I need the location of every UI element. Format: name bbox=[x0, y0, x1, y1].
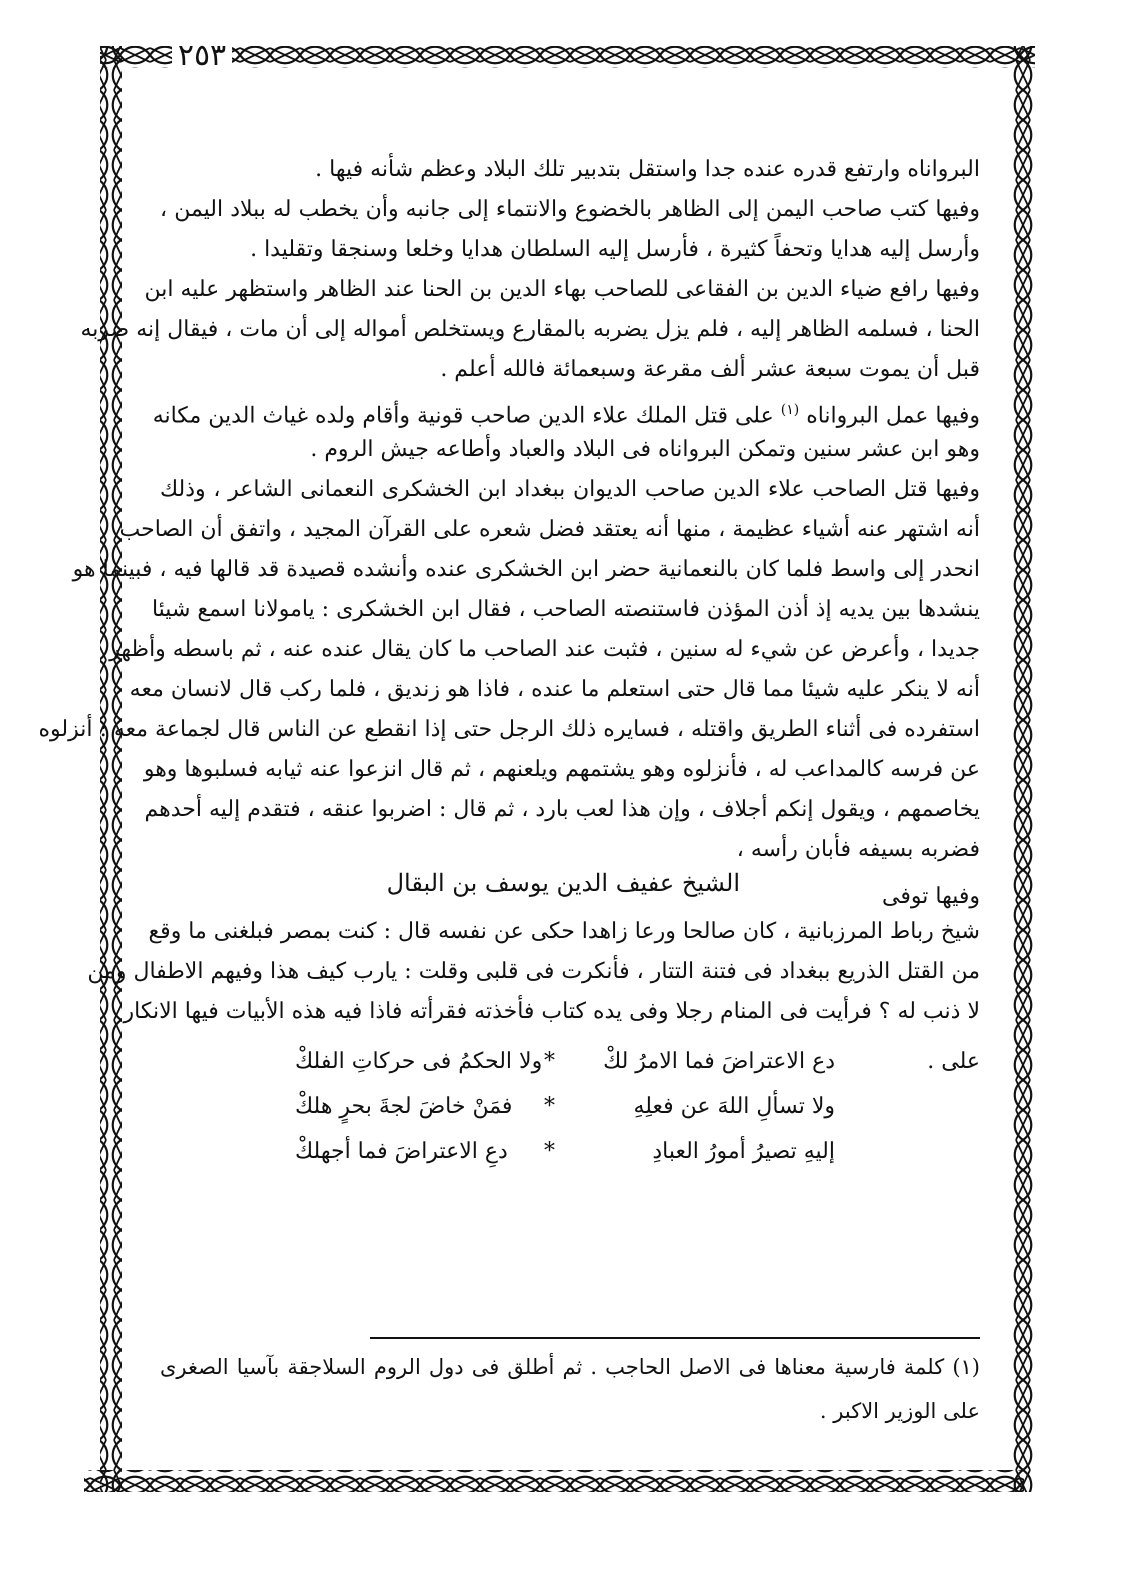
body-line: شيخ رباط المرزبانية ، كان صالحا ورعا زاهدا حكى عن نفسه قال : كنت بمصر فبلغنى ما وقع bbox=[148, 919, 980, 944]
body-line: وأرسل إليه هدايا وتحفاً كثيرة ، فأرسل إليه السلطان هدايا وخلعا وسنجقا وتقليدا . bbox=[250, 237, 980, 262]
verse-line bbox=[295, 1087, 835, 1127]
body-line: عن فرسه كالمداعب له ، فأنزلوه وهو يشتمهم ويلعنهم ، ثم قال انزعوا عنه ثيابه فسلبوها وهو bbox=[143, 757, 980, 782]
body-line: انحدر إلى واسط فلما كان بالنعمانية حضر ابن الخشكرى عنده وأنشده قصيدة قد قالها فيه ، فبينما هو bbox=[72, 557, 980, 582]
footnote-line bbox=[160, 1345, 980, 1389]
body-line: وهو ابن عشر سنين وتمكن البرواناه فى البلاد والعباد وأطاعه جيش الروم . bbox=[310, 437, 980, 462]
border-bottom bbox=[84, 1470, 1024, 1492]
verse-line bbox=[295, 1132, 835, 1172]
border-left bbox=[100, 46, 122, 1492]
body-line: الحنا ، فسلمه الظاهر إليه ، فلم يزل يضربه بالمقارع ويستخلص أمواله إلى أن مات ، فيقال إنه ضربه bbox=[80, 317, 980, 342]
footnote-text: كلمة فارسية معناها فى الاصل الحاجب . ثم أطلق فى دول الروم السلاجقة بآسيا الصغرى bbox=[160, 1355, 945, 1379]
verse-hemistich: ولا تسألِ اللهَ عن فعلِهِ bbox=[633, 1094, 835, 1119]
verse-hemistich: ولا الحكمُ فى حركاتِ الفلكْ bbox=[295, 1049, 543, 1074]
footnote-line: على الوزير الاكبر . bbox=[819, 1399, 980, 1423]
body-line: لا ذنب له ؟ فرأيت فى المنام رجلا وفى يده كتاب فأخذته فقرأته فاذا فيه هذه الأبيات فيها الانكار bbox=[123, 999, 980, 1024]
barwanah-start: وفيها عمل البرواناه bbox=[806, 403, 980, 429]
barwanah-rest: على قتل الملك علاء الدين صاحب قونية وأقام ولده غياث الدين مكانه bbox=[152, 403, 774, 429]
footnotes bbox=[160, 1345, 980, 1433]
footnote-number: (١) bbox=[952, 1355, 980, 1379]
barwanah-line bbox=[152, 390, 980, 430]
footnote-reference: (١) bbox=[780, 402, 800, 418]
body-line: قبل أن يموت سبعة عشر ألف مقرعة وسبعمائة فالله أعلم . bbox=[440, 357, 980, 382]
footnote-rule bbox=[370, 1337, 980, 1339]
body-line: وفيها قتل الصاحب علاء الدين صاحب الديوان ببغداد ابن الخشكرى النعمانى الشاعر ، وذلك bbox=[160, 477, 980, 502]
body-line: يخاصمهم ، ويقول إنكم أجلاف ، وإن هذا لعب بارد ، ثم قال : اضربوا عنقه ، فتقدم إليه أحدهم bbox=[144, 797, 980, 822]
verse-hemistich: فمَنْ خاضَ لجةَ بحرٍ هلكْ bbox=[295, 1094, 513, 1119]
verse-separator: * bbox=[544, 1049, 555, 1074]
page-number: ٢٥٣ bbox=[172, 36, 232, 76]
verse-hemistich: دع الاعتراضَ فما الامرُ لكْ bbox=[603, 1049, 835, 1074]
verse-hemistich: دعِ الاعتراضَ فما أجهلكْ bbox=[295, 1139, 508, 1164]
verse-separator: * bbox=[544, 1139, 555, 1164]
verse-hemistich: إليهِ تصيرُ أمورُ العبادِ bbox=[652, 1139, 835, 1164]
body-line: البرواناه وارتفع قدره عنده جدا واستقل بتدبير تلك البلاد وعظم شأنه فيها . bbox=[315, 157, 980, 182]
heading-lead: وفيها توفى bbox=[882, 884, 980, 909]
verse-line bbox=[295, 1042, 835, 1082]
body-line: فضربه بسيفه فأبان رأسه ، bbox=[736, 837, 980, 862]
body-line: أنه اشتهر عنه أشياء عظيمة ، منها أنه يعتقد فضل شعره على القرآن المجيد ، واتفق أن الصاحب bbox=[119, 517, 980, 542]
body-line: من القتل الذريع ببغداد فى فتنة التتار ، فأنكرت فى قلبى وقلت : يارب كيف هذا وفيهم الاطفال ومن bbox=[87, 959, 980, 984]
verse-separator: * bbox=[544, 1094, 555, 1119]
heading-title: الشيخ عفيف الدين يوسف بن البقال bbox=[386, 869, 740, 897]
border-right bbox=[1013, 46, 1035, 1492]
body-line: استفرده فى أثناء الطريق واقتله ، فسايره ذلك الرجل حتى إذا انقطع عن الناس قال لجماعة معه : أنزلوه bbox=[38, 717, 980, 742]
obituary-heading bbox=[160, 870, 980, 912]
body-line: وفيها كتب صاحب اليمن إلى الظاهر بالخضوع والانتماء إلى جانبه وأن يخطب له ببلاد اليمن ، bbox=[160, 197, 980, 222]
border-top bbox=[100, 46, 1035, 68]
poem bbox=[160, 1032, 980, 1212]
verse-intro: على . bbox=[927, 1049, 980, 1074]
body-line: أنه لا ينكر عليه شيئا مما قال حتى استعلم ما عنده ، فاذا هو زنديق ، فلما ركب قال لانسان معه bbox=[129, 677, 980, 702]
body-line: وفيها رافع ضياء الدين بن الفقاعى للصاحب بهاء الدين بن الحنا عند الظاهر واستظهر عليه ابن bbox=[144, 277, 980, 302]
body-line: جديدا ، وأعرض عن شيء له سنين ، فثبت عند الصاحب ما كان يقال عنده عنه ، ثم باسطه وأظهر bbox=[109, 637, 980, 662]
main-text bbox=[38, 150, 980, 1450]
body-line: ينشدها بين يديه إذ أذن المؤذن فاستنصته الصاحب ، فقال ابن الخشكرى : يامولانا اسمع شيئا bbox=[151, 597, 980, 622]
